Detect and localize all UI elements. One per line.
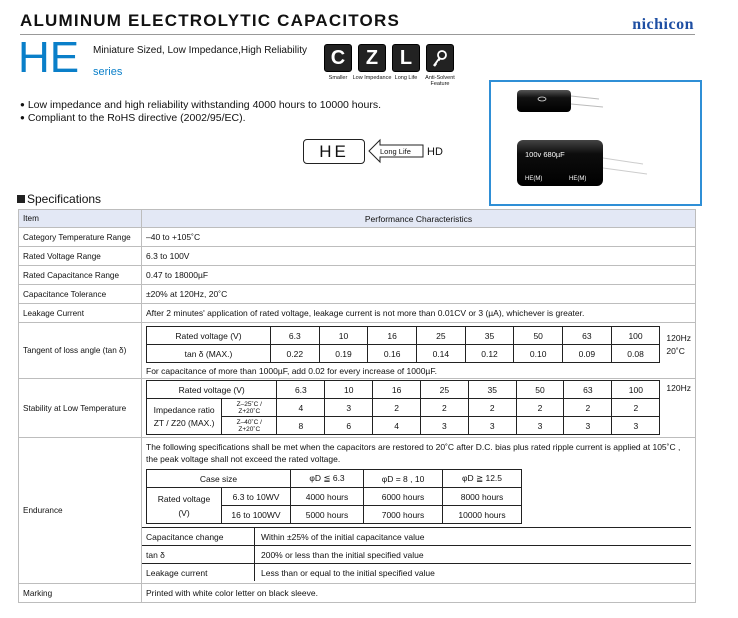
header-item: Item [19,210,142,228]
stability-voltage: 6.3 [277,381,325,399]
stability-value: 4 [373,417,421,435]
stability-value: 3 [564,417,612,435]
photo-print-marking-2: HE(M) [569,176,587,182]
arrow-label: Long Life [380,147,411,156]
tan-delta-cell [142,323,696,379]
row-label: Capacitance Tolerance [19,285,142,304]
bullet-item: ● Low impedance and high reliability withstanding 4000 hours to 10000 hours. [20,99,381,112]
heading-square-icon [17,195,25,203]
table-header-row [19,210,696,228]
criteria-label: Leakage current [142,564,255,582]
smaller-icon: C [324,44,352,72]
row-value: 6.3 to 100V [142,247,696,266]
table-row [19,379,696,438]
row-label: Tangent of loss angle (tan δ) [19,323,142,379]
row-label: Rated Voltage Range [19,247,142,266]
series-flow-to: HD [427,146,443,158]
long-life-icon: L [392,44,420,72]
stability-voltage: 35 [468,381,516,399]
endurance-voltage: 16 to 100WV [222,506,291,524]
row-label: Marking [19,584,142,603]
tan-voltage: 63 [563,327,612,345]
stability-voltage: 25 [420,381,468,399]
table-row [19,304,696,323]
table-row [19,266,696,285]
stability-voltage: 50 [516,381,564,399]
tan-voltage: 6.3 [270,327,319,345]
page-title: ALUMINUM ELECTROLYTIC CAPACITORS [20,11,400,30]
badge-caption: Smaller [328,75,348,81]
stability-value: 8 [277,417,325,435]
endurance-voltage: 6.3 to 10WV [222,488,291,506]
criteria-label: Capacitance change [142,528,255,546]
row-label: Rated Capacitance Range [19,266,142,285]
criteria-label: tan δ [142,546,255,564]
table-row [19,285,696,304]
stability-value: 3 [612,417,660,435]
row-label: Leakage Current [19,304,142,323]
table-row [19,247,696,266]
tan-value: 0.22 [270,345,319,363]
badge-caption: Long Life [394,75,418,81]
endurance-table [146,469,522,524]
badge-anti-solvent [425,44,455,87]
endurance-header: φD ≧ 12.5 [443,470,522,488]
tan-temp: 20˚C [666,345,685,356]
stability-value: 3 [325,399,373,417]
badge-smaller [323,44,353,87]
table-row [19,228,696,247]
tan-delta-table [146,326,660,363]
tan-value: 0.10 [514,345,563,363]
endurance-text: The following specifications shall be met when the capacitors are restored to 20˚C after D.C. bias plus rated ripple current is applied at 105˚C , the peak voltage shall not exceed the rated voltage. [146,442,681,464]
tan-row-label: tan δ (MAX.) [147,345,271,363]
stability-value: 3 [516,417,564,435]
specifications-heading [17,192,101,206]
endurance-criteria-table [142,527,691,581]
tan-voltage: 35 [465,327,514,345]
low-impedance-icon: Z [358,44,386,72]
photo-print-top: 100v 680µF [525,150,565,159]
endurance-voltage-label: Rated voltage (V) [147,488,222,524]
stability-voltage: 10 [325,381,373,399]
brand-logo: nichicon [632,16,694,33]
stability-value: 2 [564,399,612,417]
tan-value: 0.08 [611,345,660,363]
tan-value: 0.12 [465,345,514,363]
stability-value: 3 [420,417,468,435]
tan-value: 0.09 [563,345,612,363]
endurance-header: Case size [147,470,291,488]
row-value: Printed with white color letter on black sleeve. [142,584,696,603]
tan-freq: 120Hz [666,332,691,343]
endurance-header: φD = 8 , 10 [364,470,443,488]
stability-voltage: 16 [373,381,421,399]
endurance-hours: 8000 hours [443,488,522,506]
stability-value: 6 [325,417,373,435]
table-row [19,438,696,584]
row-value: After 2 minutes' application of rated voltage, leakage current is not more than 0.01CV or 3 (µA), whichever is greater. [142,304,696,323]
tan-voltage: 10 [319,327,368,345]
header-divider [20,34,695,35]
impedance-ratio-label: Impedance ratio ZT / Z20 (MAX.) [147,399,222,435]
tan-voltage: 50 [514,327,563,345]
spec-table [18,209,696,603]
product-photo [489,80,702,206]
anti-solvent-icon [426,44,454,72]
impedance-condition: Z–40˚C / Z+20˚C [222,417,277,435]
endurance-header: φD ≦ 6.3 [291,470,364,488]
stability-table [146,380,660,435]
row-label: Category Temperature Range [19,228,142,247]
endurance-hours: 10000 hours [443,506,522,524]
impedance-condition: Z–25˚C / Z+20˚C [222,399,277,417]
endurance-hours: 7000 hours [364,506,443,524]
header-performance: Performance Characteristics [142,210,696,228]
tan-voltage: 100 [611,327,660,345]
stability-value: 3 [468,417,516,435]
stability-row-label: Rated voltage (V) [147,381,277,399]
endurance-hours: 4000 hours [291,488,364,506]
photo-print-marking: HE(M) [525,176,543,182]
stability-value: 2 [516,399,564,417]
feature-bullets [20,99,381,125]
tan-note: For capacitance of more than 1000µF, add 0.02 for every increase of 1000µF. [146,366,437,376]
criteria-value: Within ±25% of the initial capacitance value [255,528,692,546]
tan-value: 0.19 [319,345,368,363]
tan-row-label: Rated voltage (V) [147,327,271,345]
row-value: –40 to +105˚C [142,228,696,247]
stability-value: 2 [373,399,421,417]
series-word: series [93,66,123,78]
stability-value: 2 [420,399,468,417]
tan-value: 0.14 [417,345,466,363]
row-label: Stability at Low Temperature [19,379,142,438]
badge-low-impedance [352,44,392,87]
badge-caption: Low Impedance [352,75,392,81]
criteria-value: 200% or less than the initial specified value [255,546,692,564]
series-tagline: Miniature Sized, Low Impedance,High Reliability [93,45,307,56]
badge-long-life [391,44,421,87]
stability-voltage: 63 [564,381,612,399]
tan-voltage: 16 [368,327,417,345]
series-code: HE [18,33,80,82]
table-row [19,323,696,379]
badge-caption: Anti-Solvent Feature [425,75,455,87]
series-flow-from: HE [303,139,365,164]
tan-value: 0.16 [368,345,417,363]
row-value: ±20% at 120Hz, 20˚C [142,285,696,304]
stability-value: 4 [277,399,325,417]
stability-freq: 120Hz [666,383,691,393]
stability-cell [142,379,696,438]
stability-value: 2 [612,399,660,417]
tan-voltage: 25 [417,327,466,345]
table-row [19,584,696,603]
endurance-cell [142,438,696,584]
stability-value: 2 [468,399,516,417]
row-label: Endurance [19,438,142,584]
specifications-title: Specifications [27,192,102,206]
stability-voltage: 100 [612,381,660,399]
endurance-hours: 5000 hours [291,506,364,524]
bullet-item: ● Compliant to the RoHS directive (2002/95/EC). [20,112,381,125]
endurance-hours: 6000 hours [364,488,443,506]
row-value: 0.47 to 18000µF [142,266,696,285]
feature-badges [323,44,455,87]
criteria-value: Less than or equal to the initial specified value [255,564,692,582]
